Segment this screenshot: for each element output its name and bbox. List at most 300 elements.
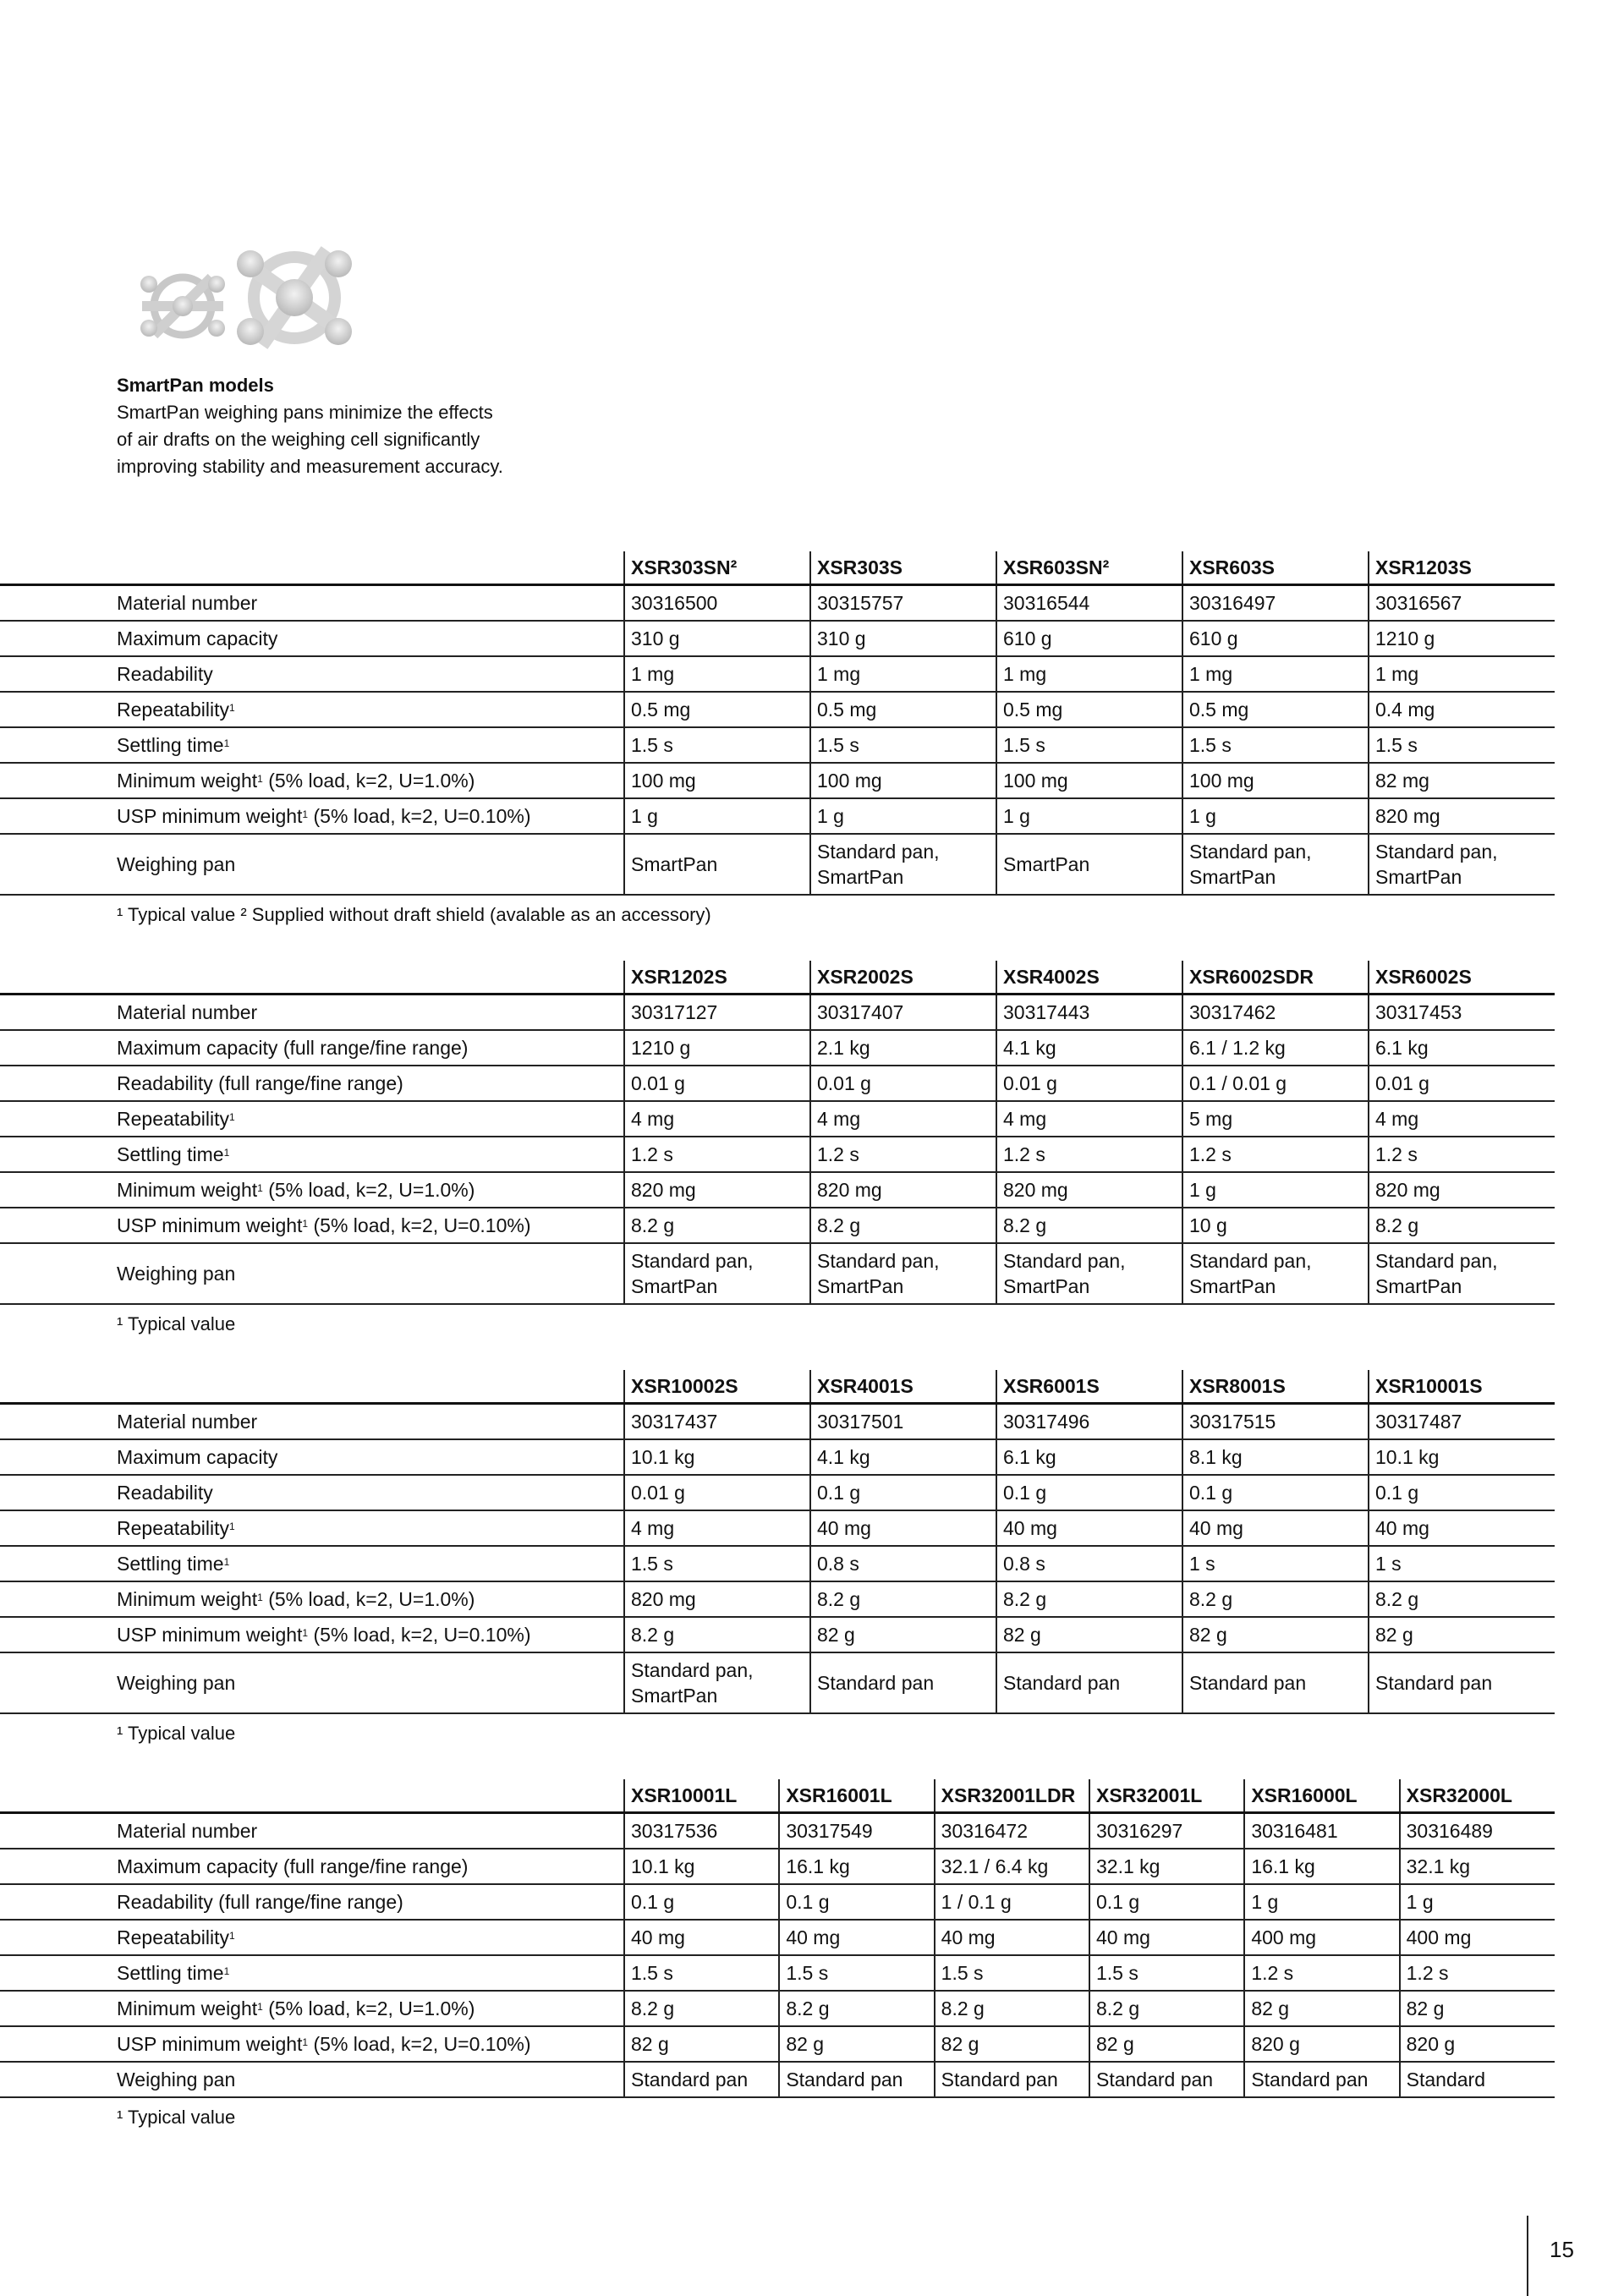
header-spacer — [117, 551, 624, 585]
page-number-rule — [1527, 2216, 1528, 2296]
spec-value: SmartPan — [996, 834, 1182, 895]
spec-label-text: Repeatability — [117, 1108, 229, 1130]
spec-value: 82 g — [1400, 1991, 1555, 2026]
spec-row — [0, 1439, 1555, 1475]
spec-label — [117, 1066, 624, 1101]
spec-value: 820 mg — [996, 1172, 1182, 1208]
spec-label-text: Minimum weight — [117, 1179, 258, 1201]
row-indent — [0, 1991, 117, 2026]
spec-label-text: Material number — [117, 592, 258, 614]
spec-row — [0, 1955, 1555, 1991]
spec-value: Standard pan — [935, 2062, 1089, 2097]
row-indent — [0, 585, 117, 622]
spec-label-text: Readability — [117, 663, 213, 685]
spec-label-text: USP minimum weight — [117, 2033, 303, 2055]
spec-label-text: Weighing pan — [117, 2069, 236, 2091]
spec-value: 0.5 mg — [996, 692, 1182, 727]
spec-label-condition: (5% load, k=2, U=0.10%) — [308, 1624, 531, 1646]
spec-value: 40 mg — [624, 1920, 779, 1955]
spec-value: 8.2 g — [935, 1991, 1089, 2026]
spec-label-condition: (5% load, k=2, U=1.0%) — [262, 1588, 475, 1610]
model-name: XSR32001L — [1089, 1779, 1244, 1813]
spec-value: 1 g — [1400, 1884, 1555, 1920]
footnote-marker: 1 — [302, 1218, 309, 1230]
spec-value: 8.2 g — [810, 1581, 996, 1617]
footnote-marker: 1 — [257, 2001, 263, 2013]
spec-value: 0.01 g — [996, 1066, 1182, 1101]
spec-label-text: Minimum weight — [117, 1997, 258, 2019]
spec-value: 1.5 s — [624, 727, 810, 763]
spec-table — [0, 551, 1555, 896]
spec-label-text: USP minimum weight — [117, 805, 303, 827]
model-name: XSR1203S — [1369, 551, 1555, 585]
spec-value: 820 g — [1400, 2026, 1555, 2062]
spec-value: 30317437 — [624, 1404, 810, 1440]
spec-row — [0, 2026, 1555, 2062]
spec-label — [117, 727, 624, 763]
spec-row — [0, 1849, 1555, 1884]
spec-row — [0, 1030, 1555, 1066]
row-indent — [0, 763, 117, 798]
spec-value: 1 s — [1182, 1546, 1369, 1581]
spec-value: 0.1 g — [779, 1884, 934, 1920]
spec-table — [0, 961, 1555, 1305]
model-name: XSR603S — [1182, 551, 1369, 585]
spec-row — [0, 585, 1555, 622]
spec-value: 16.1 kg — [1244, 1849, 1399, 1884]
spec-value: 1 g — [624, 798, 810, 834]
spec-value: 820 mg — [624, 1172, 810, 1208]
spec-label-condition: (5% load, k=2, U=0.10%) — [308, 805, 531, 827]
spec-label — [117, 1439, 624, 1475]
spec-label — [117, 1652, 624, 1713]
spec-value: 30317487 — [1369, 1404, 1555, 1440]
spec-value: 1.5 s — [935, 1955, 1089, 1991]
row-indent — [0, 1884, 117, 1920]
spec-value: 40 mg — [1089, 1920, 1244, 1955]
spec-value: 820 mg — [624, 1581, 810, 1617]
spec-value: 1 g — [1182, 1172, 1369, 1208]
spec-label-text: USP minimum weight — [117, 1624, 303, 1646]
spec-value: 610 g — [1182, 621, 1369, 656]
spec-value: 1 g — [1182, 798, 1369, 834]
spec-value: 820 mg — [810, 1172, 996, 1208]
spec-value: 100 mg — [624, 763, 810, 798]
spec-value: 1.5 s — [624, 1546, 810, 1581]
spec-label-text: Maximum capacity (full range/fine range) — [117, 1037, 469, 1059]
spec-value: 1 / 0.1 g — [935, 1884, 1089, 1920]
spec-value: 40 mg — [810, 1510, 996, 1546]
spec-value: 30317536 — [624, 1813, 779, 1849]
spec-value: 32.1 kg — [1089, 1849, 1244, 1884]
model-header-row — [0, 1779, 1555, 1813]
spec-value: 0.8 s — [810, 1546, 996, 1581]
spec-label — [117, 1991, 624, 2026]
spec-row — [0, 1137, 1555, 1172]
table-footnote: ¹ Typical value — [117, 2107, 236, 2128]
row-indent — [0, 1172, 117, 1208]
spec-label-text: USP minimum weight — [117, 1214, 303, 1236]
spec-row — [0, 995, 1555, 1031]
spec-value: 40 mg — [935, 1920, 1089, 1955]
spec-value: 30316489 — [1400, 1813, 1555, 1849]
spec-label — [117, 1617, 624, 1652]
spec-label-text: Maximum capacity — [117, 627, 278, 649]
spec-value: Standard pan — [810, 1652, 996, 1713]
spec-value: 100 mg — [810, 763, 996, 798]
spec-label — [117, 2062, 624, 2097]
spec-value: 1.5 s — [1369, 727, 1555, 763]
spec-label — [117, 1510, 624, 1546]
spec-value: Standard pan — [1244, 2062, 1399, 2097]
model-name: XSR10002S — [624, 1370, 810, 1404]
spec-row — [0, 1510, 1555, 1546]
spec-value: Standard pan — [779, 2062, 934, 2097]
spec-value: SmartPan — [624, 834, 810, 895]
table-footnote: ¹ Typical value — [117, 1313, 236, 1334]
spec-label-text: Readability — [117, 1482, 213, 1504]
footnote-marker: 1 — [228, 702, 235, 714]
spec-value: Standard pan, SmartPan — [810, 834, 996, 895]
footnote-marker: 1 — [223, 1965, 230, 1977]
footnote-marker: 1 — [257, 1182, 263, 1194]
spec-value: 1.5 s — [1182, 727, 1369, 763]
spec-value: 1.2 s — [624, 1137, 810, 1172]
spec-label — [117, 1546, 624, 1581]
spec-value: 82 mg — [1369, 763, 1555, 798]
spec-value: 30316481 — [1244, 1813, 1399, 1849]
row-indent — [0, 1813, 117, 1849]
spec-row — [0, 1617, 1555, 1652]
spec-label-text: Settling time — [117, 1553, 224, 1575]
spec-label — [117, 798, 624, 834]
spec-label — [117, 1030, 624, 1066]
spec-row — [0, 1581, 1555, 1617]
header-spacer — [117, 1370, 624, 1404]
header-spacer — [117, 1779, 624, 1813]
spec-value: 310 g — [624, 621, 810, 656]
spec-value: Standard pan, SmartPan — [1369, 834, 1555, 895]
spec-row — [0, 798, 1555, 834]
spec-label-condition: (5% load, k=2, U=1.0%) — [262, 1179, 475, 1201]
spec-label — [117, 1137, 624, 1172]
spec-value: 4.1 kg — [996, 1030, 1182, 1066]
spec-value: 8.2 g — [779, 1991, 934, 2026]
spec-value: 0.4 mg — [1369, 692, 1555, 727]
model-header-row — [0, 1370, 1555, 1404]
spec-label-text: Minimum weight — [117, 770, 258, 792]
spec-value: 10 g — [1182, 1208, 1369, 1243]
spec-label-text: Repeatability — [117, 1517, 229, 1539]
footnote-marker: 1 — [228, 1111, 235, 1123]
spec-value: 30317549 — [779, 1813, 934, 1849]
row-indent — [0, 1439, 117, 1475]
intro-title: SmartPan models — [117, 375, 274, 396]
spec-value: 1 mg — [996, 656, 1182, 692]
header-spacer — [0, 1370, 117, 1404]
spec-row — [0, 1243, 1555, 1304]
spec-label — [117, 763, 624, 798]
model-name: XSR303SN² — [624, 551, 810, 585]
spec-value: 1.2 s — [996, 1137, 1182, 1172]
spec-value: 10.1 kg — [624, 1849, 779, 1884]
model-name: XSR1202S — [624, 961, 810, 995]
spec-value: 0.1 g — [1182, 1475, 1369, 1510]
spec-value: 4 mg — [1369, 1101, 1555, 1137]
spec-value: 8.2 g — [1182, 1581, 1369, 1617]
spec-value: 30317496 — [996, 1404, 1182, 1440]
spec-value: 8.2 g — [810, 1208, 996, 1243]
spec-value: 1.2 s — [1369, 1137, 1555, 1172]
spec-value: 0.01 g — [810, 1066, 996, 1101]
spec-value: Standard pan — [1089, 2062, 1244, 2097]
spec-row — [0, 692, 1555, 727]
spec-value: 8.2 g — [624, 1617, 810, 1652]
spec-value: 0.01 g — [624, 1475, 810, 1510]
spec-row — [0, 1404, 1555, 1440]
spec-value: 1.2 s — [810, 1137, 996, 1172]
spec-row — [0, 763, 1555, 798]
model-name: XSR32000L — [1400, 1779, 1555, 1813]
spec-value: 8.2 g — [624, 1208, 810, 1243]
spec-value: 1 g — [810, 798, 996, 834]
row-indent — [0, 692, 117, 727]
spec-value: Standard pan — [1182, 1652, 1369, 1713]
model-name: XSR16001L — [779, 1779, 934, 1813]
spec-value: 0.8 s — [996, 1546, 1182, 1581]
spec-row — [0, 1066, 1555, 1101]
model-name: XSR2002S — [810, 961, 996, 995]
spec-label — [117, 692, 624, 727]
row-indent — [0, 1581, 117, 1617]
row-indent — [0, 1546, 117, 1581]
spec-value: 4 mg — [810, 1101, 996, 1137]
spec-row — [0, 1475, 1555, 1510]
spec-value: 82 g — [1244, 1991, 1399, 2026]
spec-label-condition: (5% load, k=2, U=0.10%) — [308, 1214, 531, 1236]
spec-value: 1 mg — [810, 656, 996, 692]
model-name: XSR4001S — [810, 1370, 996, 1404]
model-name: XSR6001S — [996, 1370, 1182, 1404]
spec-label — [117, 1920, 624, 1955]
footnote-marker: 1 — [228, 1930, 235, 1942]
spec-value: 82 g — [779, 2026, 934, 2062]
footnote-marker: 1 — [302, 2036, 309, 2048]
row-indent — [0, 995, 117, 1031]
spec-label — [117, 1172, 624, 1208]
spec-table — [0, 1779, 1555, 2098]
spec-row — [0, 834, 1555, 895]
spec-label-text: Settling time — [117, 1962, 224, 1984]
spec-label-text: Maximum capacity (full range/fine range) — [117, 1855, 469, 1877]
spec-label — [117, 2026, 624, 2062]
spec-row — [0, 1991, 1555, 2026]
spec-row — [0, 656, 1555, 692]
spec-value: 8.1 kg — [1182, 1439, 1369, 1475]
spec-value: 1.5 s — [1089, 1955, 1244, 1991]
spec-value: 1 s — [1369, 1546, 1555, 1581]
spec-value: 30317127 — [624, 995, 810, 1031]
row-indent — [0, 1030, 117, 1066]
spec-label-text: Settling time — [117, 1143, 224, 1165]
spec-row — [0, 727, 1555, 763]
spec-value: 1.5 s — [624, 1955, 779, 1991]
spec-label-condition: (5% load, k=2, U=1.0%) — [262, 770, 475, 792]
spec-value: 8.2 g — [1369, 1208, 1555, 1243]
spec-table — [0, 1370, 1555, 1714]
header-spacer — [0, 551, 117, 585]
footnote-marker: 1 — [223, 1556, 230, 1568]
spec-value: 100 mg — [996, 763, 1182, 798]
spec-value: 1 g — [996, 798, 1182, 834]
spec-value: 32.1 kg — [1400, 1849, 1555, 1884]
spec-value: Standard pan, SmartPan — [1182, 1243, 1369, 1304]
spec-value: 8.2 g — [624, 1991, 779, 2026]
footnote-marker: 1 — [257, 773, 263, 785]
model-name: XSR10001S — [1369, 1370, 1555, 1404]
spec-value: 820 g — [1244, 2026, 1399, 2062]
spec-value: 0.1 g — [1089, 1884, 1244, 1920]
row-indent — [0, 1510, 117, 1546]
spec-value: 0.1 g — [624, 1884, 779, 1920]
spec-value: 6.1 kg — [996, 1439, 1182, 1475]
spec-value: 82 g — [996, 1617, 1182, 1652]
model-name: XSR4002S — [996, 961, 1182, 995]
spec-value: 1.2 s — [1244, 1955, 1399, 1991]
row-indent — [0, 1849, 117, 1884]
spec-value: 32.1 / 6.4 kg — [935, 1849, 1089, 1884]
spec-table-4 — [0, 1779, 1555, 2129]
spec-row — [0, 621, 1555, 656]
row-indent — [0, 1066, 117, 1101]
spec-value: 0.1 g — [996, 1475, 1182, 1510]
spec-label-text: Minimum weight — [117, 1588, 258, 1610]
row-indent — [0, 1243, 117, 1304]
spec-table-2 — [0, 961, 1555, 1335]
model-name: XSR303S — [810, 551, 996, 585]
spec-value: 1.5 s — [996, 727, 1182, 763]
spec-label — [117, 1849, 624, 1884]
spec-label — [117, 1404, 624, 1440]
spec-table-1 — [0, 551, 1555, 926]
spec-label-text: Weighing pan — [117, 1263, 236, 1285]
spec-value: Standard pan, SmartPan — [810, 1243, 996, 1304]
spec-label — [117, 1475, 624, 1510]
spec-value: 4 mg — [996, 1101, 1182, 1137]
spec-value: 40 mg — [1369, 1510, 1555, 1546]
footnote-marker: 1 — [223, 737, 230, 749]
spec-label — [117, 995, 624, 1031]
spec-label-text: Readability (full range/fine range) — [117, 1072, 403, 1094]
smartpan-illustration — [117, 245, 375, 364]
spec-label-condition: (5% load, k=2, U=1.0%) — [262, 1997, 475, 2019]
spec-value: 0.01 g — [624, 1066, 810, 1101]
model-header-row — [0, 551, 1555, 585]
spec-value: 0.5 mg — [1182, 692, 1369, 727]
spec-label-text: Weighing pan — [117, 853, 236, 875]
spec-value: 30317501 — [810, 1404, 996, 1440]
spec-label-text: Repeatability — [117, 1926, 229, 1948]
spec-label-condition: (5% load, k=2, U=0.10%) — [308, 2033, 531, 2055]
spec-value: Standard pan — [624, 2062, 779, 2097]
page-number: 15 — [1550, 2237, 1574, 2262]
spec-value: 1.5 s — [810, 727, 996, 763]
spec-value: 30316567 — [1369, 585, 1555, 622]
spec-row — [0, 2062, 1555, 2097]
spec-value: 82 g — [1369, 1617, 1555, 1652]
row-indent — [0, 1404, 117, 1440]
spec-value: Standard pan — [996, 1652, 1182, 1713]
row-indent — [0, 1955, 117, 1991]
spec-row — [0, 1546, 1555, 1581]
table-footnote: ¹ Typical value — [117, 1723, 236, 1744]
spec-value: 400 mg — [1400, 1920, 1555, 1955]
spec-value: 4 mg — [624, 1510, 810, 1546]
spec-value: 0.5 mg — [624, 692, 810, 727]
spec-value: Standard pan — [1369, 1652, 1555, 1713]
spec-value: 40 mg — [996, 1510, 1182, 1546]
spec-value: 10.1 kg — [1369, 1439, 1555, 1475]
spec-value: 82 g — [810, 1617, 996, 1652]
footnote-marker: 1 — [228, 1521, 235, 1532]
spec-value: 1210 g — [624, 1030, 810, 1066]
spec-value: 5 mg — [1182, 1101, 1369, 1137]
spec-row — [0, 1813, 1555, 1849]
spec-value: 16.1 kg — [779, 1849, 934, 1884]
spec-row — [0, 1101, 1555, 1137]
spec-value: 8.2 g — [996, 1208, 1182, 1243]
row-indent — [0, 1617, 117, 1652]
footnote-marker: 1 — [302, 808, 309, 820]
spec-label-text: Repeatability — [117, 699, 229, 721]
spec-value: 400 mg — [1244, 1920, 1399, 1955]
spec-label — [117, 1101, 624, 1137]
row-indent — [0, 656, 117, 692]
spec-value: 30316544 — [996, 585, 1182, 622]
spec-value: Standard — [1400, 2062, 1555, 2097]
row-indent — [0, 727, 117, 763]
spec-value: Standard pan, SmartPan — [996, 1243, 1182, 1304]
spec-value: 0.01 g — [1369, 1066, 1555, 1101]
spec-value: 82 g — [624, 2026, 779, 2062]
spec-label — [117, 1955, 624, 1991]
spec-value: 82 g — [1182, 1617, 1369, 1652]
spec-row — [0, 1920, 1555, 1955]
spec-value: 4.1 kg — [810, 1439, 996, 1475]
footnote-marker: 1 — [302, 1627, 309, 1639]
spec-label — [117, 834, 624, 895]
row-indent — [0, 1101, 117, 1137]
spec-value: 1 g — [1244, 1884, 1399, 1920]
spec-value: 30316297 — [1089, 1813, 1244, 1849]
row-indent — [0, 1475, 117, 1510]
spec-value: Standard pan, SmartPan — [1182, 834, 1369, 895]
spec-value: 30317407 — [810, 995, 996, 1031]
spec-label — [117, 1208, 624, 1243]
spec-value: 0.5 mg — [810, 692, 996, 727]
spec-row — [0, 1172, 1555, 1208]
spec-value: 820 mg — [1369, 1172, 1555, 1208]
row-indent — [0, 2062, 117, 2097]
spec-value: 40 mg — [779, 1920, 934, 1955]
model-name: XSR10001L — [624, 1779, 779, 1813]
model-name: XSR32001LDR — [935, 1779, 1089, 1813]
spec-value: Standard pan, SmartPan — [624, 1243, 810, 1304]
spec-value: Standard pan, SmartPan — [624, 1652, 810, 1713]
spec-value: 4 mg — [624, 1101, 810, 1137]
spec-value: 6.1 kg — [1369, 1030, 1555, 1066]
footnote-marker: 1 — [223, 1147, 230, 1159]
